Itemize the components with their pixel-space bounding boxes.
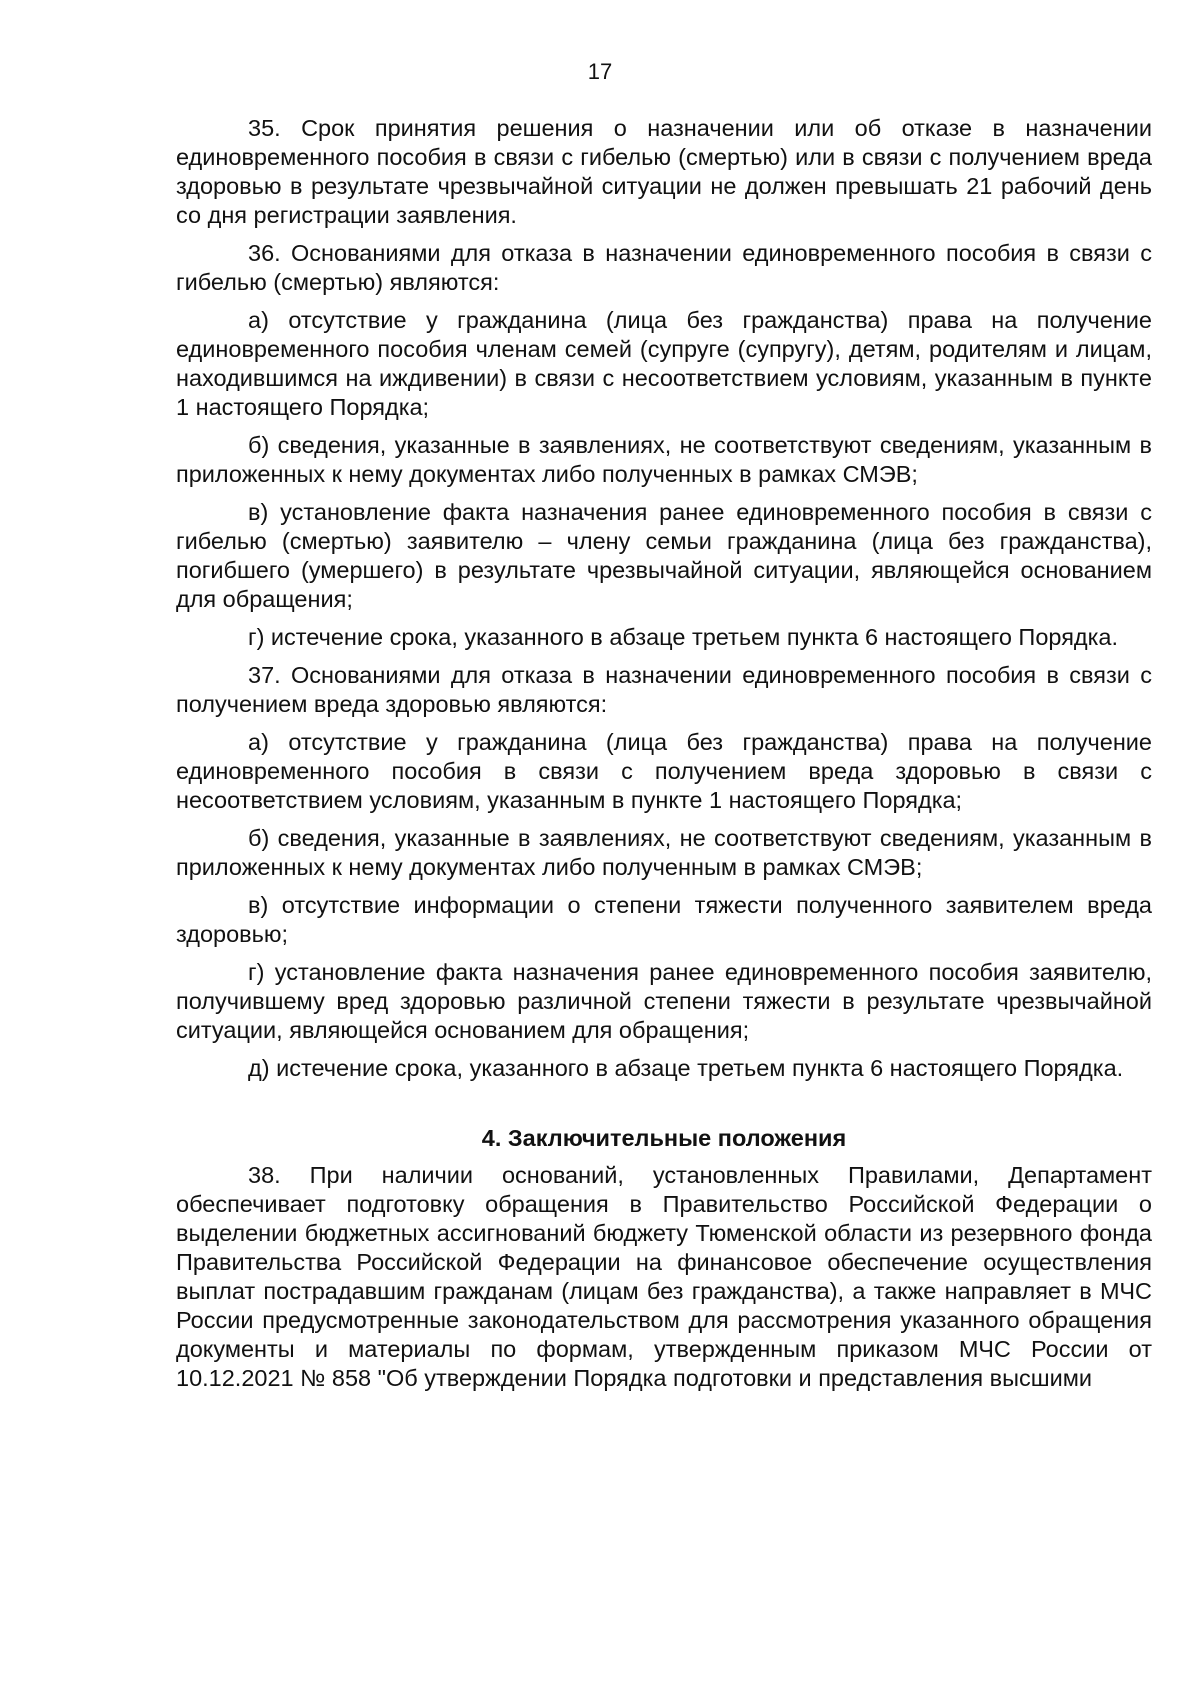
document-body [176, 114, 1152, 1402]
paragraph-37-g: г) установление факта назначения ранее единовременного пособия заявителю, получившему вред здоровью различной степени тяжести в результате чрезвычайной ситуации, являющейся основанием для обращения; [176, 959, 1152, 1043]
paragraph-37-b: б) сведения, указанные в заявлениях, не соответствуют сведениям, указанным в приложенных к нему документах либо полученным в рамках СМЭВ; [176, 825, 1152, 880]
section-heading: 4. Заключительные положения [481, 1125, 847, 1151]
paragraph-36-a: а) отсутствие у гражданина (лица без гражданства) права на получение единовременного пособия членам семей (супруге (супругу), детям, родителям и лицам, находившимся на иждивении) в связи с несоответствием условиям, указанным в пункте 1 настоящего Порядка; [176, 307, 1152, 420]
paragraph-37-v: в) отсутствие информации о степени тяжести полученного заявителем вреда здоровью; [176, 892, 1152, 947]
paragraph-37-d: д) истечение срока, указанного в абзаце третьем пункта 6 настоящего Порядка. [248, 1055, 1124, 1081]
paragraph-36-g: г) истечение срока, указанного в абзаце третьем пункта 6 настоящего Порядка. [248, 624, 1119, 650]
paragraph-37: 37. Основаниями для отказа в назначении единовременного пособия в связи с получением вреда здоровью являются: [176, 662, 1152, 717]
paragraph-37-a: а) отсутствие у гражданина (лица без гражданства) права на получение единовременного пособия в связи с получением вреда здоровью в связи с несоответствием условиям, указанным в пункте 1 настоящего Порядка; [176, 729, 1152, 813]
page-number: 17 [587, 59, 613, 84]
paragraph-35: 35. Срок принятия решения о назначении или об отказе в назначении единовременного пособия в связи с гибелью (смертью) или в связи с получением вреда здоровью в результате чрезвычайной ситуации не должен превышать 21 рабочий день со дня регистрации заявления. [176, 115, 1152, 228]
paragraph-36: 36. Основаниями для отказа в назначении единовременного пособия в связи с гибелью (смертью) являются: [176, 240, 1152, 295]
paragraph-36-b: б) сведения, указанные в заявлениях, не соответствуют сведениям, указанным в приложенных к нему документах либо полученных в рамках СМЭВ; [176, 432, 1152, 487]
paragraph-36-v: в) установление факта назначения ранее единовременного пособия в связи с гибелью (смертью) заявителю – члену семьи гражданина (лица без гражданства), погибшего (умершего) в результате чрезвычайной ситуации, являющейся основанием для обращения; [176, 499, 1152, 612]
paragraph-38: 38. При наличии оснований, установленных Правилами, Департамент обеспечивает подготовку обращения в Правительство Российской Федерации о выделении бюджетных ассигнований бюджету Тюменской области из резервного фонда Правительства Российской Федерации на финансовое обеспечение осуществления выплат пострадавшим гражданам (лицам без гражданства), а также направляет в МЧС России предусмотренные законодательством для рассмотрения указанного обращения документы и материалы по формам, утвержденным приказом МЧС России от 10.12.2021 № 858 "Об утверждении Порядка подготовки и представления высшими [176, 1162, 1152, 1391]
